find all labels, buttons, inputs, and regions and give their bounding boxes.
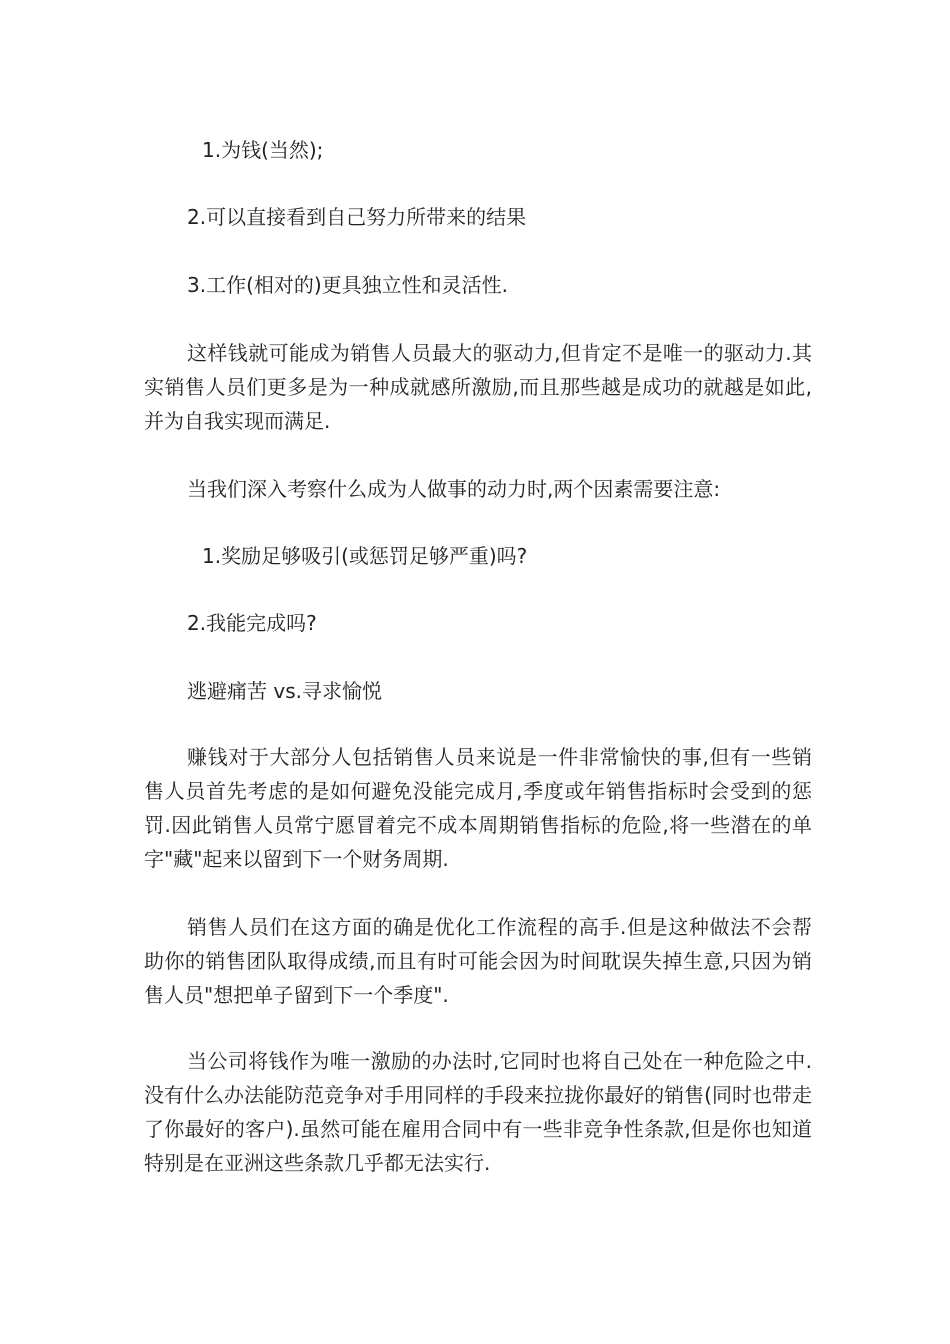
list-item-money: 1.为钱(当然);: [202, 138, 324, 162]
paragraph-driving-force: 这样钱就可能成为销售人员最大的驱动力,但肯定不是唯一的驱动力.其实销售人员们更多是为一种成就感所激励,而且那些越是成功的就越是如此,并为自我实现而满足.: [144, 341, 812, 433]
list-item-can-complete-question: 2.我能完成吗?: [187, 611, 317, 635]
paragraph-making-money: 赚钱对于大部分人包括销售人员来说是一件非常愉快的事,但有一些销售人员首先考虑的是如何避免没能完成月,季度或年销售指标时会受到的惩罚.因此销售人员常宁愿冒着完不成本周期销售指标的危险,将一些潜在的单字"藏"起来以留到下一个财务周期.: [144, 745, 812, 871]
paragraph-workflow: 销售人员们在这方面的确是优化工作流程的高手.但是这种做法不会帮助你的销售团队取得成绩,而且有时可能会因为时间耽误失掉生意,只因为销售人员"想把单子留到下一个季度".: [144, 915, 812, 1007]
section-heading-pain-vs-pleasure: 逃避痛苦 vs.寻求愉悦: [187, 679, 382, 703]
paragraph-two-factors: 当我们深入考察什么成为人做事的动力时,两个因素需要注意:: [187, 477, 721, 501]
paragraph-money-risk: 当公司将钱作为唯一激励的办法时,它同时也将自己处在一种危险之中.没有什么办法能防范竞争对手用同样的手段来拉拢你最好的销售(同时也带走了你最好的客户).虽然可能在雇用合同中有一些非竞争性条款,但是你也知道特别是在亚洲这些条款几乎都无法实行.: [144, 1049, 812, 1175]
list-item-reward-question: 1.奖励足够吸引(或惩罚足够严重)吗?: [202, 544, 528, 568]
list-item-independence: 3.工作(相对的)更具独立性和灵活性.: [187, 273, 509, 297]
list-item-visible-results: 2.可以直接看到自己努力所带来的结果: [187, 205, 527, 229]
